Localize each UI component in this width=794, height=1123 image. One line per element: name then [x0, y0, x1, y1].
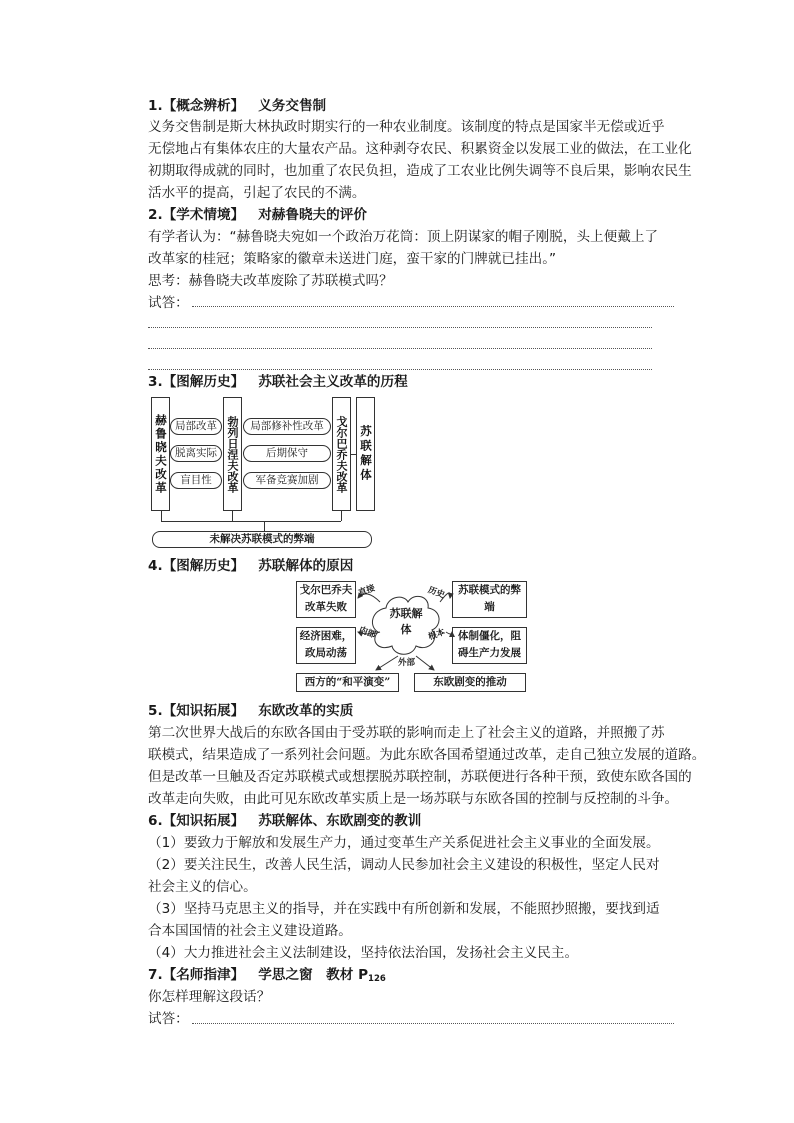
answer-label: 试答： — [148, 1011, 189, 1027]
khrushchev-item: 局部改革 — [170, 418, 222, 435]
brezhnev-item: 军备竞赛加剧 — [243, 472, 331, 489]
section-7-heading: 7.【名师指津】 学思之窗 教材 $P_{126}$ — [148, 967, 386, 984]
connector-line — [341, 511, 342, 521]
cause-box: 东欧剧变的推动 — [414, 673, 526, 692]
khrushchev-item: 脱离实际 — [170, 445, 222, 462]
leader-box-khrushchev: 赫鲁晓夫改革 — [151, 397, 170, 511]
section-5-para-line: 第二次世界大战后的东欧各国由于受苏联的影响而走上了社会主义的道路，并照搬了苏 — [148, 725, 665, 741]
section-1-para-line: 初期取得成就的同时，也加重了农民负担，造成了工农业比例失调等不良后果，影响农民生 — [148, 163, 692, 179]
leader-box-gorbachev: 戈尔巴乔夫改革 — [332, 397, 351, 511]
quote-line: 有学者认为：“赫鲁晓夫宛如一个政治万花筒：顶上阴谋家的帽子刚脱，头上便戴上了 — [148, 229, 659, 245]
connector-line — [232, 511, 233, 521]
section-3-heading: 3.【图解历史】 苏联社会主义改革的历程 — [148, 374, 408, 390]
unresolved-box: 未解决苏联模式的弊端 — [152, 531, 372, 548]
lesson-item: 社会主义的信心。 — [148, 879, 257, 895]
arrow-label: 根本 — [427, 627, 447, 643]
cause-box: 体制僵化，阻碍生产力发展 — [452, 627, 527, 664]
section-5-para-line: 改革走向失败，由此可见东欧改革实质上是一场苏联与东欧各国的控制与反控制的斗争。 — [148, 791, 679, 807]
connector-line — [161, 511, 162, 521]
brezhnev-item: 后期保守 — [243, 445, 331, 462]
cause-box: 戈尔巴乔夫改革失败 — [296, 581, 356, 618]
question-text: 思考：赫鲁晓夫改革废除了苏联模式吗？ — [148, 273, 393, 289]
arrow-label: 外部 — [398, 658, 416, 668]
section-5-para-line: 但是改革一旦触及否定苏联模式或想摆脱苏联控制，苏联便进行各种干预，致使东欧各国的 — [148, 769, 692, 785]
answer-line[interactable] — [148, 327, 652, 328]
lesson-item: （1）要致力于解放和发展生产力，通过变革生产关系促进社会主义事业的全面发展。 — [148, 835, 660, 851]
center-label: 苏联解体 — [389, 607, 423, 636]
section-1-para-line: 义务交售制是斯大林执政时期实行的一种农业制度。该制度的特点是国家半无偿或近乎 — [148, 119, 665, 135]
arrow-label: 内部 — [357, 625, 377, 641]
section-1-para-line: 活水平的提高，引起了农民的不满。 — [148, 185, 366, 201]
lesson-item: （2）要关注民生，改善人民生活，调动人民参加社会主义建设的积极性，坚定人民对 — [148, 857, 660, 873]
answer-line[interactable] — [192, 1023, 674, 1024]
section-6-heading: 6.【知识拓展】 苏联解体、东欧剧变的教训 — [148, 813, 422, 829]
arrow-label: 直接 — [357, 583, 377, 599]
section-2-heading: 2.【学术情境】 对赫鲁晓夫的评价 — [148, 207, 367, 223]
connector-line — [264, 521, 265, 531]
question-text: 你怎样理解这段话？ — [148, 989, 271, 1005]
lesson-item: （3）坚持马克思主义的指导，并在实践中有所创新和发展，不能照抄照搬，要找到适 — [148, 901, 660, 917]
section-4-heading: 4.【图解历史】 苏联解体的原因 — [148, 558, 354, 574]
section-5-heading: 5.【知识拓展】 东欧改革的实质 — [148, 703, 354, 719]
khrushchev-item: 盲目性 — [170, 472, 222, 489]
section-5-para-line: 联模式，结果造成了一系列社会问题。为此东欧各国希望通过改革，走自己独立发展的道路。 — [148, 747, 706, 763]
section-1-para-line: 无偿地占有集体农庄的大量农产品。这种剥夺农民、积累资金以发展工业的做法，在工业化 — [148, 141, 692, 157]
arrow-label: 历史 — [426, 585, 446, 601]
lesson-item: （4）大力推进社会主义法制建设，坚持依法治国，发扬社会主义民主。 — [148, 945, 579, 961]
answer-line[interactable] — [148, 369, 652, 370]
quote-line: 改革家的桂冠；策略家的徽章未送进门庭，蛮干家的门牌就已挂出。” — [148, 251, 557, 267]
lesson-item: 合本国国情的社会主义建设道路。 — [148, 923, 352, 939]
dissolution-box: 苏联解体 — [356, 397, 375, 511]
section-1-heading: 1.【概念辨析】 义务交售制 — [148, 98, 327, 114]
answer-line[interactable] — [192, 306, 674, 307]
cause-box: 经济困难，政局动荡 — [296, 627, 356, 664]
cause-box: 西方的“和平演变” — [296, 673, 399, 692]
connector-line — [161, 521, 341, 522]
answer-line[interactable] — [148, 348, 652, 349]
cause-box: 苏联模式的弊端 — [452, 581, 527, 618]
leader-box-brezhnev: 勃列日涅夫改革 — [223, 397, 242, 511]
answer-label: 试答： — [148, 295, 189, 311]
brezhnev-item: 局部修补性改革 — [243, 418, 331, 435]
